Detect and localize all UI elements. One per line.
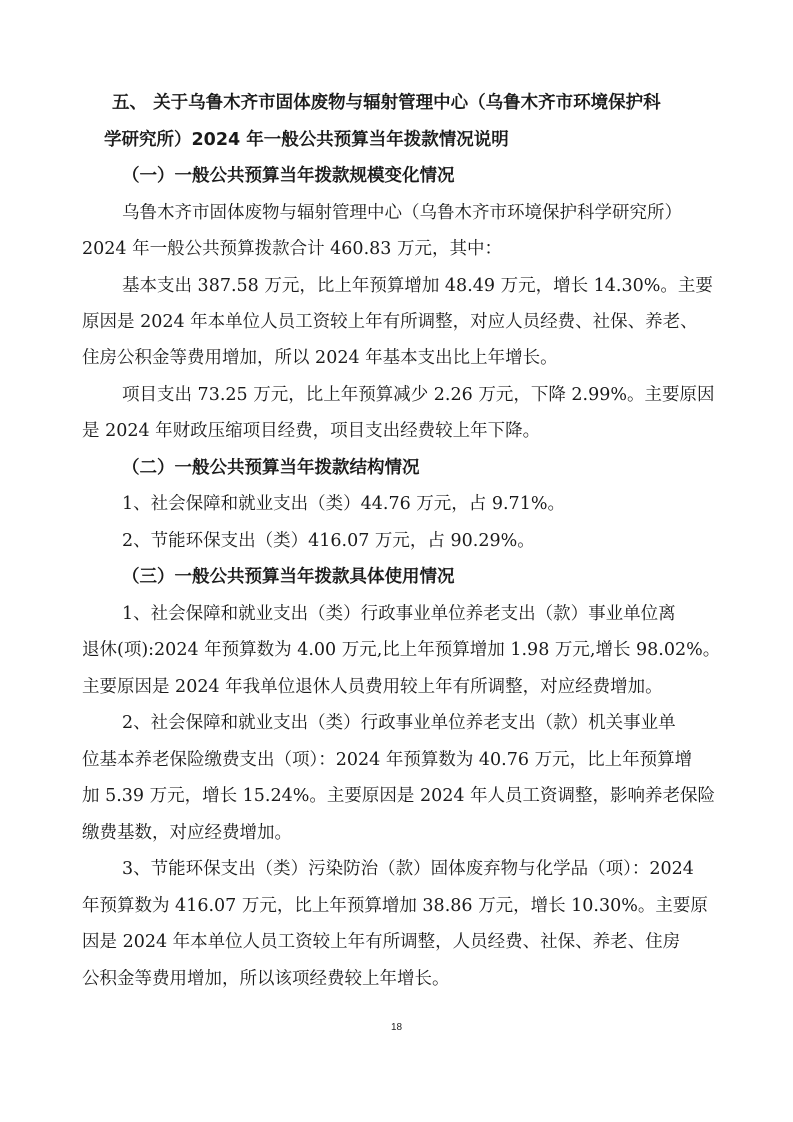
part3-item1-line2: 退休(项):2024 年预算数为 4.00 万元,比上年预算增加 1.98 万元,增长 98.02%。 <box>82 640 721 660</box>
section-heading-line1: 五、 关于乌鲁木齐市固体废物与辐射管理中心（乌鲁木齐市环境保护科 <box>112 93 661 113</box>
part3-item2-line3: 加 5.39 万元，增长 15.24%。主要原因是 2024 年人员工资调整，影响养老保险 <box>82 786 716 806</box>
part3-item3-line4: 公积金等费用增加，所以该项经费较上年增长。 <box>82 969 450 989</box>
part1-paragraph3-line1: 项目支出 73.25 万元，比上年预算减少 2.26 万元，下降 2.99%。主要原因 <box>122 385 715 405</box>
part3-item3-line2: 年预算数为 416.07 万元，比上年预算增加 38.86 万元，增长 10.30%。主要原 <box>82 896 708 916</box>
part1-paragraph3-line2: 是 2024 年财政压缩项目经费，项目支出经费较上年下降。 <box>82 421 541 441</box>
section-heading-line2: 学研究所）2024 年一般公共预算当年拨款情况说明 <box>104 130 509 150</box>
part1-title: （一）一般公共预算当年拨款规模变化情况 <box>122 166 455 186</box>
page-number: 18 <box>390 1022 403 1033</box>
part2-item1: 1、社会保障和就业支出（类）44.76 万元，占 9.71%。 <box>122 494 565 514</box>
part3-item2-line2: 位基本养老保险缴费支出（项）：2024 年预算数为 40.76 万元，比上年预算增 <box>82 750 693 770</box>
part1-paragraph2-line2: 原因是 2024 年本单位人员工资较上年有所调整，对应人员经费、社保、养老、 <box>82 312 698 332</box>
part3-item1-line1: 1、社会保障和就业支出（类）行政事业单位养老支出（款）事业单位离 <box>122 604 676 624</box>
part1-paragraph2-line3: 住房公积金等费用增加，所以 2024 年基本支出比上年增长。 <box>82 348 558 368</box>
part3-title: （三）一般公共预算当年拨款具体使用情况 <box>122 567 455 587</box>
part2-title: （二）一般公共预算当年拨款结构情况 <box>122 458 420 478</box>
part3-item1-line3: 主要原因是 2024 年我单位退休人员费用较上年有所调整，对应经费增加。 <box>82 677 663 697</box>
part2-item2: 2、节能环保支出（类）416.07 万元，占 90.29%。 <box>122 531 535 551</box>
part3-item3-line1: 3、节能环保支出（类）污染防治（款）固体废弃物与化学品（项）：2024 <box>122 859 694 879</box>
part3-item2-line1: 2、社会保障和就业支出（类）行政事业单位养老支出（款）机关事业单 <box>122 713 676 733</box>
part3-item3-line3: 因是 2024 年本单位人员工资较上年有所调整，人员经费、社保、养老、住房 <box>82 932 681 952</box>
part1-paragraph1-line1: 乌鲁木齐市固体废物与辐射管理中心（乌鲁木齐市环境保护科学研究所） <box>122 203 682 223</box>
part1-paragraph1-line2: 2024 年一般公共预算拨款合计 460.83 万元，其中： <box>82 239 502 259</box>
part3-item2-line4: 缴费基数，对应经费增加。 <box>82 823 292 843</box>
part1-paragraph2-line1: 基本支出 387.58 万元，比上年预算增加 48.49 万元，增长 14.30%。主要 <box>122 276 713 296</box>
